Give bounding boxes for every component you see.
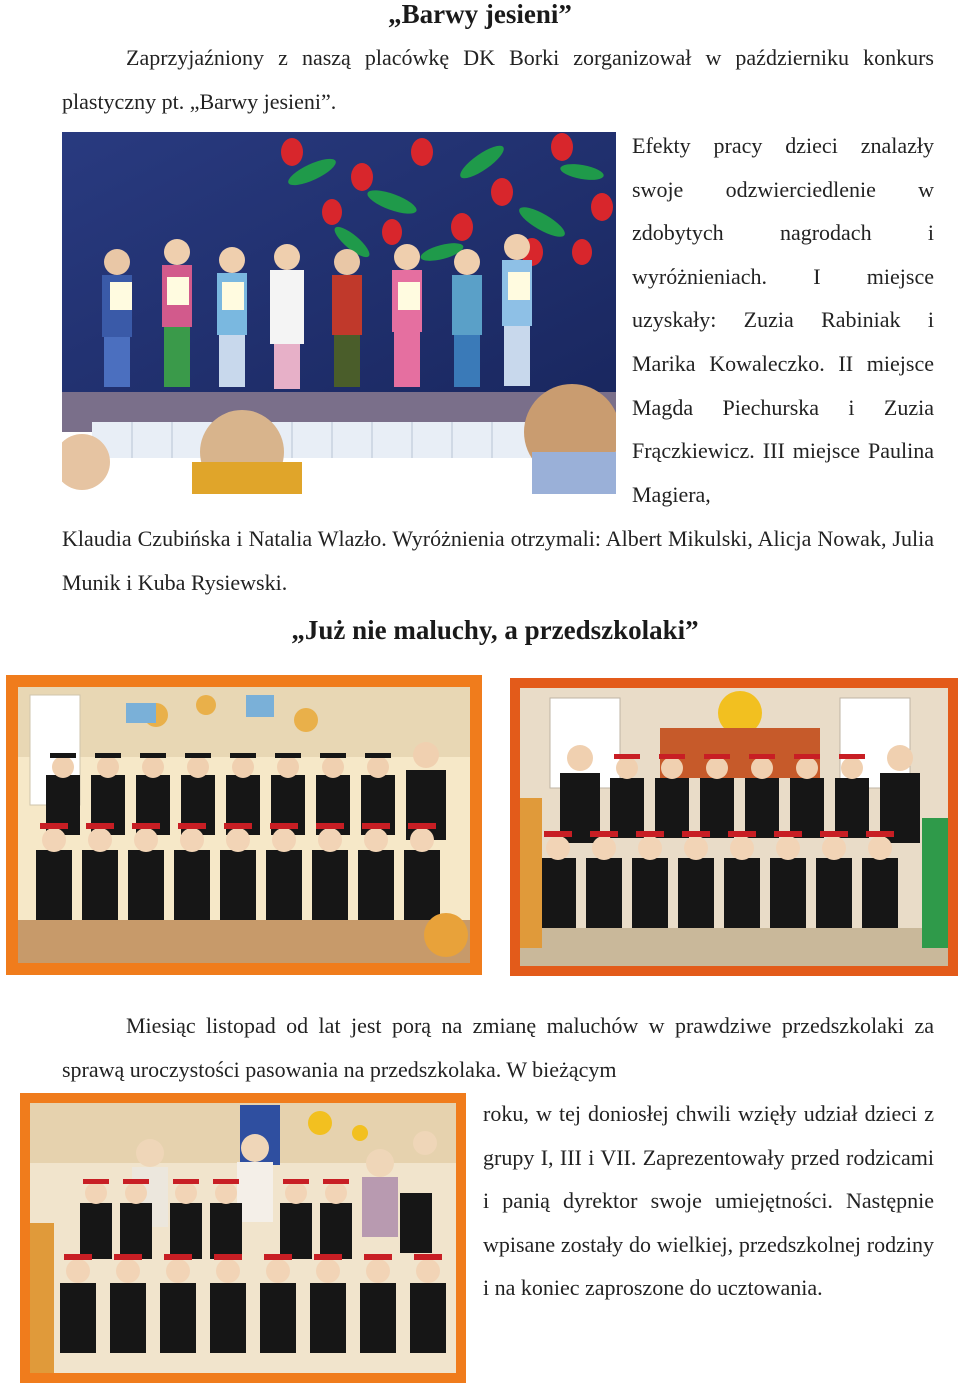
paragraph-contest-results-side: Efekty pracy dzieci znalazły swoje odzwierciedlenie w zdobytych nagrodach i wyróżnieniach. I miejsce uzyskały: Zuzia Rabiniak i Marika Kowaleczko. II miejsce Magda Piechurska i Zuzia Frączkiewicz. III miejsce Paulina Magiera, — [632, 133, 934, 507]
paragraph-contest-results-continued: Klaudia Czubińska i Natalia Wlazło. Wyróżnienia otrzymali: Albert Mikulski, Alicja Nowak, Julia Munik i Kuba Rysiewski. — [62, 526, 934, 595]
section-title-barwy-jesieni: „Barwy jesieni” — [388, 0, 572, 29]
section-title-przedszkolaki: „Już nie maluchy, a przedszkolaki” — [291, 615, 699, 645]
photo-group-right — [510, 678, 958, 976]
photo-group-left — [6, 675, 482, 975]
paragraph-intro-contest: Zaprzyjaźniony z naszą placówkę DK Borki zorganizował w październiku konkurs plastyczny pt. „Barwy jesieni”. — [62, 45, 934, 114]
paragraph-ceremony-side: roku, w tej doniosłej chwili wzięły udział dzieci z grupy I, III i VII. Zaprezentowały przed rodzicami i panią dyrektor swoje umiejętności. Następnie wpisane zostały do wielkiej, przedszkolnej rodziny i na koniec zaproszone do ucztowania. — [483, 1101, 934, 1301]
photo-group-bottom — [20, 1093, 466, 1383]
paragraph-intro-ceremony: Miesiąc listopad od lat jest porą na zmianę maluchów w prawdziwe przedszkolaki za sprawą uroczystości pasowania na przedszkolaka. W bieżącym — [62, 1013, 934, 1082]
photo-contest-winners — [62, 132, 616, 494]
